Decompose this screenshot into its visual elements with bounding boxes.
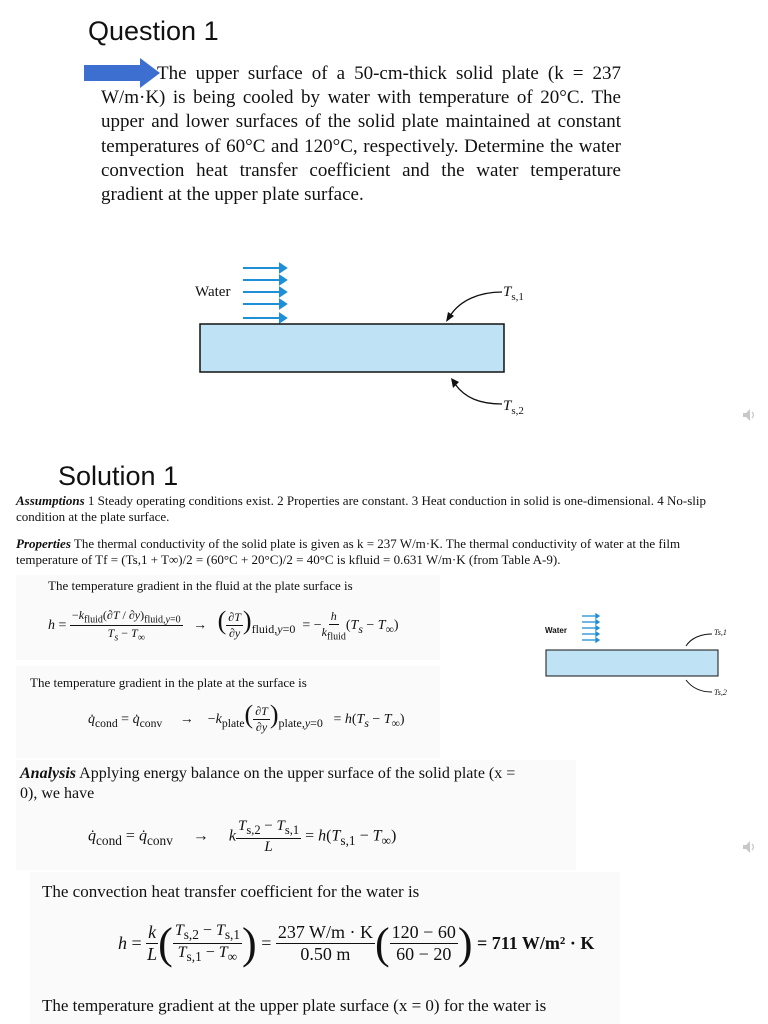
analysis-text: Analysis Applying energy balance on the upper surface of the solid plate (x = 0), we have <box>20 765 516 802</box>
small-ts2-label: Ts,2 <box>714 688 727 697</box>
ts1-label: $T_{s,1}$ <box>503 284 524 303</box>
small-water-label: Water <box>545 626 567 635</box>
result-value: = 711 W/m² · K <box>476 933 595 953</box>
fluid-gradient-text: The temperature gradient in the fluid at the plate surface is <box>48 578 353 593</box>
question-text: The upper surface of a 50-cm-thick solid plate (k = 237 W/m·K) is being cooled by water with temperature of 20°C. The upper and lower surfaces of the solid plate maintained at constant temperatures of 60°C and 120°C, respectively. Determine the water convection heat transfer coefficient and the water temperature gradient at the upper plate surface. <box>101 63 621 206</box>
assumptions-text: Assumptions 1 Steady operating conditions exist. 2 Properties are constant. 3 Heat conduction in solid is one-dimensional. 4 No-slip condition at the plate surface. <box>16 493 707 524</box>
final-text: The temperature gradient at the upper plate surface (x = 0) for the water is <box>42 996 547 1015</box>
ts2-label: $T_{s,2}$ <box>503 398 524 417</box>
convection-text: The convection heat transfer coefficient for the water is <box>42 882 420 901</box>
small-ts1-label: Ts,1 <box>714 628 727 637</box>
question-heading: Question 1 <box>88 16 219 46</box>
properties-text: Properties The thermal conductivity of the solid plate is given as k = 237 W/m·K. The thermal conductivity of water at the film temperature of Tf = (Ts,1 + T∞)/2 = (60°C + 20°C)/2 = 40°C is kfluid = 0.631 W/m·K (from Table A-9). <box>16 536 681 567</box>
energy-balance-equation: $q̇_{cond}$ = $q̇_{conv}$ → k $\frac{T_{s,2} - T_{s,1}}{L}$ = $h(T_{s,1} - T_\infty)$ <box>88 818 397 855</box>
plate-gradient-text: The temperature gradient in the plate at the surface is <box>30 675 307 690</box>
water-label: Water <box>195 284 231 300</box>
fluid-gradient-equation: h = $\frac{-k_{fluid}(\partial T / \partial y)_{fluid,y=0}}{T_s - T_\infty}$ → ( $\frac{\partial T}{\partial y}$ )$_{fluid,y=0}$ = − $\frac{h}{k_{fluid}}$ $(T_s - T_\infty)$ <box>48 606 399 644</box>
solution-heading: Solution 1 <box>58 461 179 491</box>
convection-equation: h = $\frac{k}{L}$ ( $\frac{T_{s,2} - T_{s,1}}{T_{s,1} - T_\infty}$ ) = $\frac{237 W/m \cdot K}{0.50 m}$ ( $\frac{120 - 60}{60 - 20}$ ) = 711 W/m² · K <box>118 919 595 968</box>
plate-gradient-equation: $q̇_{cond}$ = $q̇_{conv}$ → $-k_{plate}$( $\frac{\partial T}{\partial y}$ )$_{plate,y=0} = h(T_s - T_\infty)$ <box>88 700 405 735</box>
plate-figure <box>180 258 540 428</box>
speaker-icon[interactable] <box>742 840 758 854</box>
speaker-icon[interactable] <box>742 408 758 422</box>
